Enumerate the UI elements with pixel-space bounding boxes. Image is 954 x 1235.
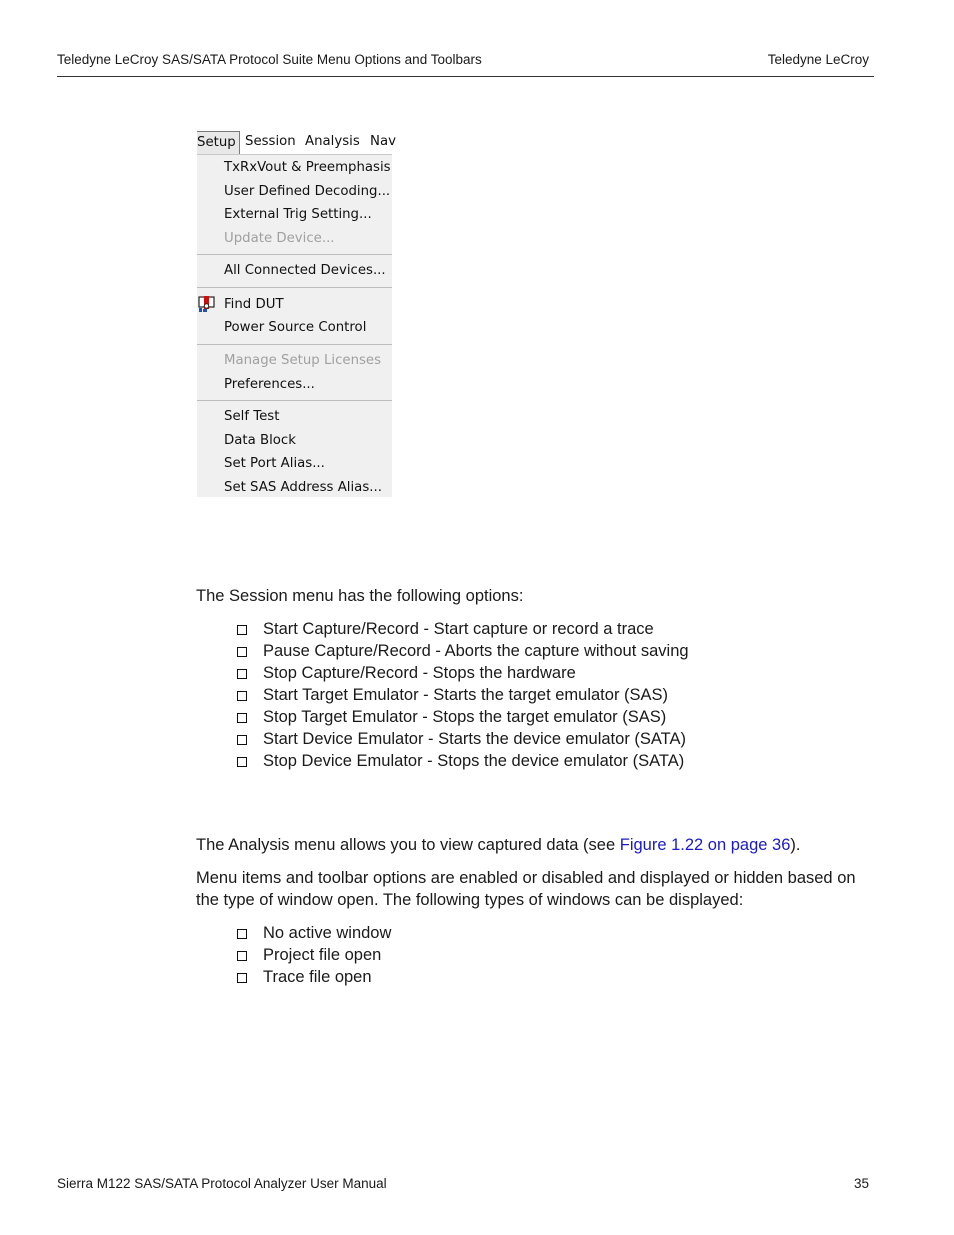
menu-item-txrxvout[interactable]: TxRxVout & Preemphasis (224, 160, 391, 175)
menu-separator (197, 344, 392, 345)
page-header-right: Teledyne LeCroy (767, 52, 869, 67)
menu-item-manage-setup-licenses: Manage Setup Licenses (224, 353, 382, 368)
list-item: Stop Capture/Record - Stops the hardware (236, 662, 689, 684)
page-footer-left: Sierra M122 SAS/SATA Protocol Analyzer User Manual (57, 1176, 387, 1191)
menu-item-power-source-control[interactable]: Power Source Control (224, 320, 367, 335)
checkbox-bullet-icon (237, 691, 247, 701)
page-header-left: Teledyne LeCroy SAS/SATA Protocol Suite Menu Options and Toolbars (57, 52, 482, 67)
checkbox-bullet-icon (237, 669, 247, 679)
menu-item-find-dut[interactable]: Find DUT (224, 297, 284, 312)
checkbox-bullet-icon (237, 757, 247, 767)
session-intro: The Session menu has the following options: (196, 587, 524, 605)
menu-bar (197, 131, 396, 155)
session-options-list (236, 618, 689, 772)
menu-bar-border (197, 154, 392, 155)
analysis-description: Menu items and toolbar options are enabled or disabled and displayed or hidden based on the type of window open. The following types of windows can be displayed: (196, 869, 856, 909)
menu-item-self-test[interactable]: Self Test (224, 409, 280, 424)
list-item: Project file open (236, 944, 391, 966)
menu-setup[interactable]: Setup (197, 131, 240, 155)
menu-item-set-sas-address-alias[interactable]: Set SAS Address Alias... (224, 480, 382, 495)
list-item: Pause Capture/Record - Aborts the capture without saving (236, 640, 689, 662)
window-types-list (236, 922, 391, 988)
list-item: No active window (236, 922, 391, 944)
setup-menu-screenshot (197, 131, 396, 497)
checkbox-bullet-icon (237, 951, 247, 961)
menu-item-update-device: Update Device... (224, 231, 335, 246)
menu-separator (197, 254, 392, 255)
menu-item-user-defined-decoding[interactable]: User Defined Decoding... (224, 184, 391, 199)
list-item: Trace file open (236, 966, 391, 988)
header-rule (57, 76, 874, 77)
menu-session[interactable]: Session (245, 134, 296, 149)
checkbox-bullet-icon (237, 929, 247, 939)
menu-item-set-port-alias[interactable]: Set Port Alias... (224, 456, 325, 471)
list-item: Start Target Emulator - Starts the target emulator (SAS) (236, 684, 689, 706)
analysis-intro: The Analysis menu allows you to view captured data (see Figure 1.22 on page 36). (196, 836, 801, 854)
menu-item-preferences[interactable]: Preferences... (224, 377, 315, 392)
page-number: 35 (853, 1176, 869, 1191)
menu-item-all-connected-devices[interactable]: All Connected Devices... (224, 263, 386, 278)
checkbox-bullet-icon (237, 647, 247, 657)
list-item: Stop Device Emulator - Stops the device emulator (SATA) (236, 750, 689, 772)
menu-item-data-block[interactable]: Data Block (224, 433, 296, 448)
find-dut-icon (198, 295, 216, 313)
checkbox-bullet-icon (237, 625, 247, 635)
checkbox-bullet-icon (237, 973, 247, 983)
menu-separator (197, 400, 392, 401)
menu-nav[interactable]: Nav (370, 134, 396, 149)
list-item: Start Device Emulator - Starts the device emulator (SATA) (236, 728, 689, 750)
figure-link[interactable]: Figure 1.22 on page 36 (619, 836, 791, 854)
menu-analysis[interactable]: Analysis (305, 134, 360, 149)
checkbox-bullet-icon (237, 735, 247, 745)
list-item: Stop Target Emulator - Stops the target emulator (SAS) (236, 706, 689, 728)
checkbox-bullet-icon (237, 713, 247, 723)
list-item: Start Capture/Record - Start capture or record a trace (236, 618, 689, 640)
menu-separator (197, 287, 392, 288)
menu-item-external-trig[interactable]: External Trig Setting... (224, 207, 372, 222)
